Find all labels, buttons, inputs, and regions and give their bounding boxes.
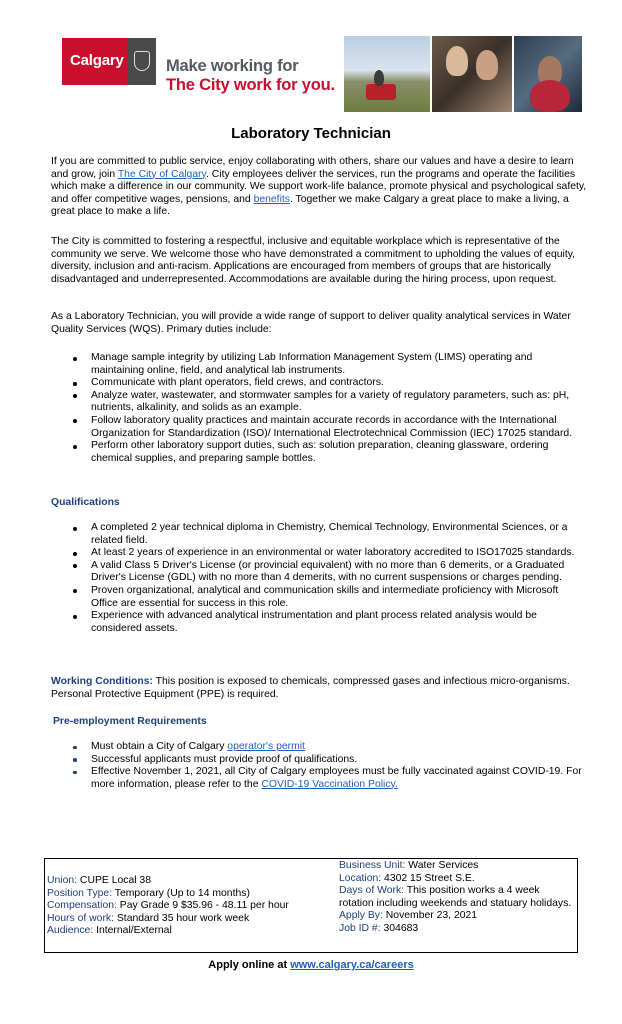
pre-employment-list xyxy=(51,741,587,791)
photo-mower xyxy=(344,36,430,112)
logo-text: Calgary xyxy=(70,52,124,70)
bullet-icon xyxy=(73,746,77,750)
job-info-box xyxy=(44,858,578,953)
list-item: Proven organizational, analytical and communication skills and intermediate proficiency with Microsoft Office are essential for success in this role. xyxy=(51,585,587,610)
person-shape xyxy=(374,70,384,86)
list-item: Perform other laboratory support duties, such as: solution preparation, cleaning glassware, ordering chemical supplies, and preparing sample bottles. xyxy=(51,440,587,465)
bullet-icon xyxy=(73,394,77,398)
header-banner xyxy=(62,36,582,112)
list-item: Analyze water, wastewater, and stormwater samples for a variety of regulatory parameters, such as: pH, nutrients, alkalinity, and solids as an example. xyxy=(51,390,587,415)
list-item: Must obtain a City of Calgary operator's permit xyxy=(51,741,587,754)
bullet-icon xyxy=(73,382,77,386)
list-item: Successful applicants must provide proof of qualifications. xyxy=(51,754,587,767)
bullet-icon xyxy=(73,419,77,423)
bullet-icon xyxy=(73,552,77,556)
bullet-icon xyxy=(73,771,77,775)
person-shape xyxy=(446,46,468,76)
compensation-row: Compensation: Pay Grade 9 $35.96 - 48.11 per hour xyxy=(47,900,289,912)
days-of-work-row: Days of Work: This position works a 4 week rotation including weekends and statuary holidays. xyxy=(339,885,572,909)
business-unit-row: Business Unit: Water Services xyxy=(339,860,479,871)
role-intro-paragraph: As a Laboratory Technician, you will provide a wide range of support to deliver quality analytical services in Water Quality Services (WQS). Primary duties include: xyxy=(51,311,571,335)
photo-workers xyxy=(432,36,512,112)
union-row: Union: CUPE Local 38 xyxy=(47,875,151,886)
crest-icon xyxy=(134,51,150,71)
hours-row: Hours of work: Standard 35 hour work week xyxy=(47,912,250,924)
apply-online: Apply online at www.calgary.ca/careers xyxy=(208,959,414,971)
bullet-icon xyxy=(73,564,77,568)
list-item: Communicate with plant operators, field crews, and contractors. xyxy=(51,377,587,390)
pre-employment-heading: Pre-employment Requirements xyxy=(53,716,207,727)
mower-shape xyxy=(366,84,396,100)
bullet-icon xyxy=(73,615,77,619)
commitment-paragraph: The City is committed to fostering a respectful, inclusive and equitable workplace which is representative of the community we serve. We welcome those who have demonstrated a commitment to upholding the values of equity, diversity, inclusion and anti-racism. Applications are encouraged from members of groups that are historically disadvantaged and underrepresented. Accommodations are available during the hiring process, upon request. xyxy=(51,236,576,285)
list-item: Manage sample integrity by utilizing Lab Information Management System (LIMS) operating and maintaining online, field, and analytical lab instruments. xyxy=(51,352,587,377)
operators-permit-link[interactable]: operator's permit xyxy=(227,741,305,752)
location-row: Location: 4302 15 Street S.E. xyxy=(339,872,475,884)
person-shape xyxy=(476,50,498,80)
person-shape xyxy=(530,80,570,112)
bullet-icon xyxy=(73,357,77,361)
photo-driver xyxy=(514,36,582,112)
bullet-icon xyxy=(73,589,77,593)
page-title: Laboratory Technician xyxy=(231,125,391,142)
vaccination-policy-link[interactable]: COVID-19 Vaccination Policy. xyxy=(261,778,398,790)
info-right-column xyxy=(339,860,575,936)
duties-list xyxy=(51,352,587,465)
bullet-icon xyxy=(73,527,77,531)
qualifications-list xyxy=(51,522,587,635)
tagline-line1: Make working for xyxy=(166,57,299,75)
list-item: At least 2 years of experience in an environmental or water laboratory accredited to ISO17025 standards. xyxy=(51,547,587,560)
list-item: A valid Class 5 Driver's License (or provincial equivalent) with no more than 6 demerits, or a Graduated Driver's License (GDL) with no more than 4 demerits, with no current suspensions or charges pending. xyxy=(51,560,587,585)
intro-paragraph: If you are committed to public service, enjoy collaborating with others, share our values and have a desire to learn and grow, join The City of Calgary. City employees deliver the services, run the programs and operate the facilities which make a difference in our community. We support work-life balance, promote physical and psychological safety, and offer competitive wages, pensions, and benefits. Together we make Calgary a great place to make a living, a great place to make a life. xyxy=(51,156,587,218)
bullet-icon xyxy=(73,758,77,762)
working-conditions-label: Working Conditions: xyxy=(51,676,153,687)
position-type-row: Position Type: Temporary (Up to 14 months) xyxy=(47,887,250,899)
benefits-link[interactable]: benefits xyxy=(253,193,290,205)
tagline-line2: The City work for you. xyxy=(166,76,335,94)
city-of-calgary-link[interactable]: The City of Calgary xyxy=(117,168,206,180)
city-crest xyxy=(128,38,156,85)
apply-by-row: Apply By: November 23, 2021 xyxy=(339,910,478,922)
list-item: Effective November 1, 2021, all City of Calgary employees must be fully vaccinated against COVID-19. For more information, please refer to the COVID-19 Vaccination Policy. xyxy=(51,766,587,791)
list-item: A completed 2 year technical diploma in Chemistry, Chemical Technology, Environmental Sciences, or a related field. xyxy=(51,522,587,547)
list-item: Follow laboratory quality practices and maintain accurate records in accordance with the International Organization for Standardization (ISO)/ International Electrotechnical Commission (IEC) 17025 standard. xyxy=(51,415,587,440)
qualifications-heading: Qualifications xyxy=(51,497,120,508)
list-item: Experience with advanced analytical instrumentation and plant process related analysis would be considered assets. xyxy=(51,610,587,635)
info-left-column xyxy=(47,875,337,938)
bullet-icon xyxy=(73,445,77,449)
working-conditions: Working Conditions: This position is exposed to chemicals, compressed gases and infectious micro-organisms. Personal Protective Equipment (PPE) is required. xyxy=(51,676,570,700)
careers-link[interactable]: www.calgary.ca/careers xyxy=(290,959,414,971)
audience-row: Audience: Internal/External xyxy=(47,925,172,937)
job-id-row: Job ID #: 304683 xyxy=(339,922,419,934)
